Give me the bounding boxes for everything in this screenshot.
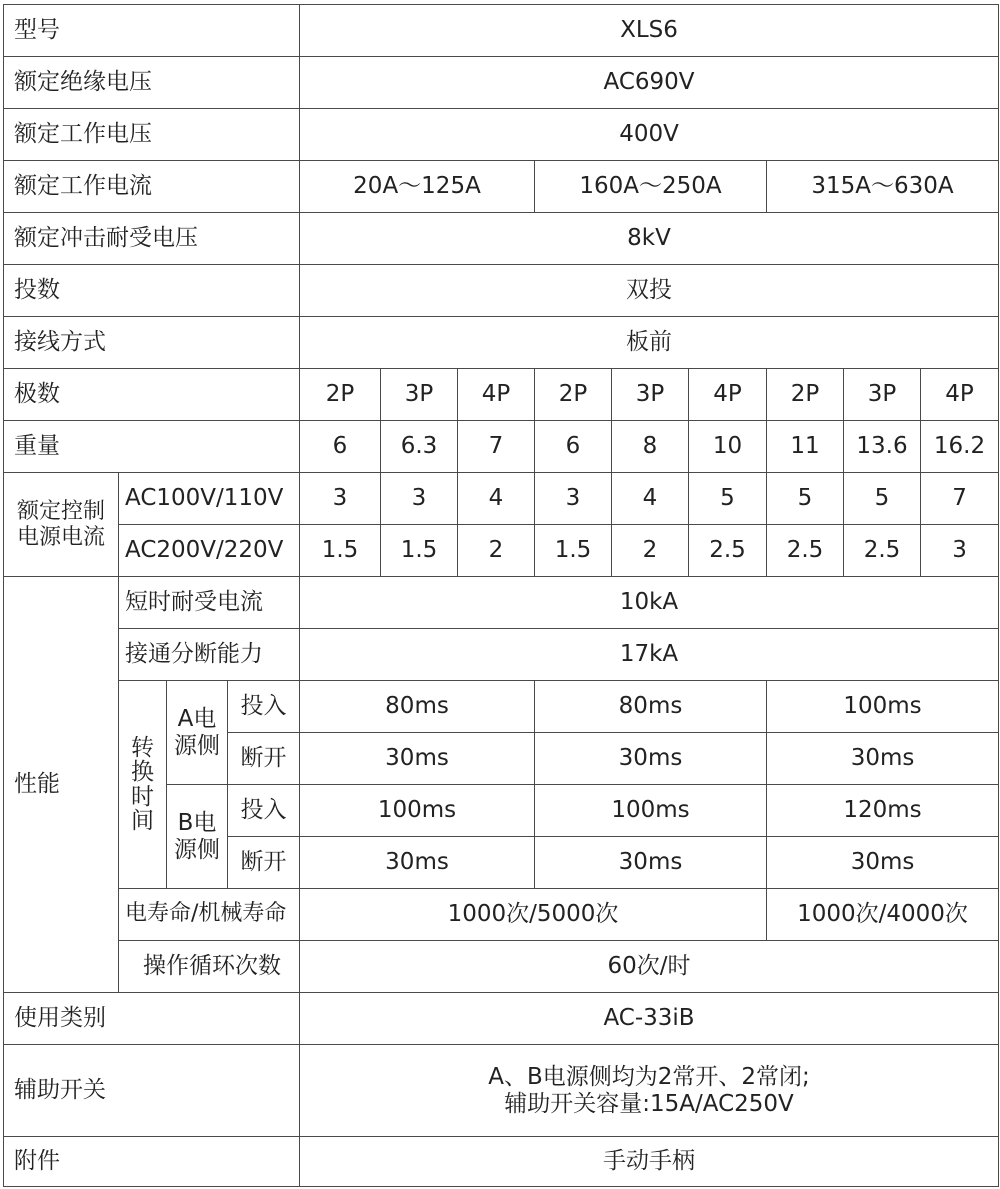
value-ac220-7: 2.5 [767,525,844,577]
label-b-side [167,785,228,889]
value-aux-switch [300,1045,999,1137]
row-a-side-on [4,681,999,733]
row-impulse-voltage [4,213,999,265]
value-weight-8: 13.6 [844,421,921,473]
value-ac220-2: 1.5 [381,525,458,577]
row-insulation-voltage [4,57,999,109]
value-poles-4: 2P [535,369,612,421]
row-working-current [4,161,999,213]
value-making-breaking: 17kA [300,629,999,681]
label-aux-switch: 辅助开关 [4,1045,300,1137]
label-a-side [167,681,228,785]
label-transfer-time [119,681,167,889]
row-accessory [4,1137,999,1187]
value-ac110-7: 5 [767,473,844,525]
label-control-current-line1: 额定控制 [16,499,105,525]
value-ac110-8: 5 [844,473,921,525]
value-b-side-off-1: 30ms [300,837,535,889]
value-throws: 双投 [300,265,999,317]
value-ac110-4: 3 [535,473,612,525]
value-weight-3: 7 [458,421,535,473]
value-a-side-on-1: 80ms [300,681,535,733]
value-working-current-1: 20A～125A [300,161,535,213]
row-poles [4,369,999,421]
value-ac110-6: 5 [689,473,767,525]
value-ac220-1: 1.5 [300,525,381,577]
value-aux-switch-line2: 辅助开关容量:15A/AC250V [504,1090,794,1117]
value-life-1: 1000次/5000次 [300,889,767,941]
row-wiring [4,317,999,369]
label-working-current: 额定工作电流 [4,161,300,213]
label-b-side-off: 断开 [228,837,300,889]
label-control-current [4,473,119,577]
value-cycles: 60次/时 [300,941,999,993]
value-weight-7: 11 [767,421,844,473]
value-ac220-4: 1.5 [535,525,612,577]
label-model: 型号 [4,5,300,57]
value-poles-9: 4P [921,369,999,421]
value-model: XLS6 [300,5,999,57]
label-poles: 极数 [4,369,300,421]
value-weight-5: 8 [612,421,689,473]
value-poles-2: 3P [381,369,458,421]
value-b-side-on-2: 100ms [535,785,767,837]
value-poles-1: 2P [300,369,381,421]
label-ac220: AC200V/220V [119,525,300,577]
label-b-side-line1: B电 [177,810,217,837]
label-ac110: AC100V/110V [119,473,300,525]
value-category: AC-33iB [300,993,999,1045]
label-accessory: 附件 [4,1137,300,1187]
label-b-side-on: 投入 [228,785,300,837]
value-a-side-off-1: 30ms [300,733,535,785]
row-cycles [4,941,999,993]
value-weight-2: 6.3 [381,421,458,473]
row-making-breaking [4,629,999,681]
label-control-current-line2: 电源电流 [16,524,105,550]
value-ac220-5: 2 [612,525,689,577]
value-poles-3: 4P [458,369,535,421]
value-a-side-on-3: 100ms [767,681,999,733]
value-ac220-8: 2.5 [844,525,921,577]
value-weight-6: 10 [689,421,767,473]
value-life-2: 1000次/4000次 [767,889,999,941]
value-a-side-off-2: 30ms [535,733,767,785]
label-wiring: 接线方式 [4,317,300,369]
label-a-side-line2: 源侧 [174,732,220,759]
label-working-voltage: 额定工作电压 [4,109,300,161]
value-insulation-voltage: AC690V [300,57,999,109]
label-a-side-off: 断开 [228,733,300,785]
label-transfer-time-char4: 间 [131,807,154,834]
value-weight-4: 6 [535,421,612,473]
label-transfer-time-char2: 换 [131,759,154,786]
value-working-current-2: 160A～250A [535,161,767,213]
label-category: 使用类别 [4,993,300,1045]
label-life: 电寿命/机械寿命 [119,889,300,941]
label-weight: 重量 [4,421,300,473]
value-poles-5: 3P [612,369,689,421]
row-control-current-220 [4,525,999,577]
value-ac220-3: 2 [458,525,535,577]
label-b-side-line2: 源侧 [174,836,220,863]
label-cycles: 操作循环次数 [119,941,300,993]
value-aux-switch-line1: A、B电源侧均为2常开、2常闭; [488,1064,810,1091]
value-accessory: 手动手柄 [300,1137,999,1187]
value-weight-9: 16.2 [921,421,999,473]
label-making-breaking: 接通分断能力 [119,629,300,681]
label-insulation-voltage: 额定绝缘电压 [4,57,300,109]
value-ac220-9: 3 [921,525,999,577]
row-model [4,5,999,57]
row-weight [4,421,999,473]
value-poles-6: 4P [689,369,767,421]
value-ac110-3: 4 [458,473,535,525]
row-life [4,889,999,941]
value-poles-7: 2P [767,369,844,421]
label-performance: 性能 [4,577,119,993]
value-poles-8: 3P [844,369,921,421]
value-weight-1: 6 [300,421,381,473]
value-b-side-on-1: 100ms [300,785,535,837]
label-impulse-voltage: 额定冲击耐受电压 [4,213,300,265]
value-ac220-6: 2.5 [689,525,767,577]
row-short-time-current [4,577,999,629]
value-b-side-off-3: 30ms [767,837,999,889]
value-a-side-off-3: 30ms [767,733,999,785]
label-a-side-on: 投入 [228,681,300,733]
label-throws: 投数 [4,265,300,317]
row-aux-switch [4,1045,999,1137]
spec-table [3,4,999,1187]
row-throws [4,265,999,317]
value-working-current-3: 315A～630A [767,161,999,213]
label-transfer-time-char1: 转 [131,735,154,762]
value-ac110-9: 7 [921,473,999,525]
value-b-side-off-2: 30ms [535,837,767,889]
label-transfer-time-char3: 时 [131,783,154,810]
row-control-current-110 [4,473,999,525]
label-a-side-line1: A电 [177,706,217,733]
value-b-side-on-3: 120ms [767,785,999,837]
value-ac110-5: 4 [612,473,689,525]
value-short-time-current: 10kA [300,577,999,629]
value-ac110-2: 3 [381,473,458,525]
value-a-side-on-2: 80ms [535,681,767,733]
value-ac110-1: 3 [300,473,381,525]
value-wiring: 板前 [300,317,999,369]
value-working-voltage: 400V [300,109,999,161]
row-working-voltage [4,109,999,161]
label-short-time-current: 短时耐受电流 [119,577,300,629]
row-category [4,993,999,1045]
value-impulse-voltage: 8kV [300,213,999,265]
